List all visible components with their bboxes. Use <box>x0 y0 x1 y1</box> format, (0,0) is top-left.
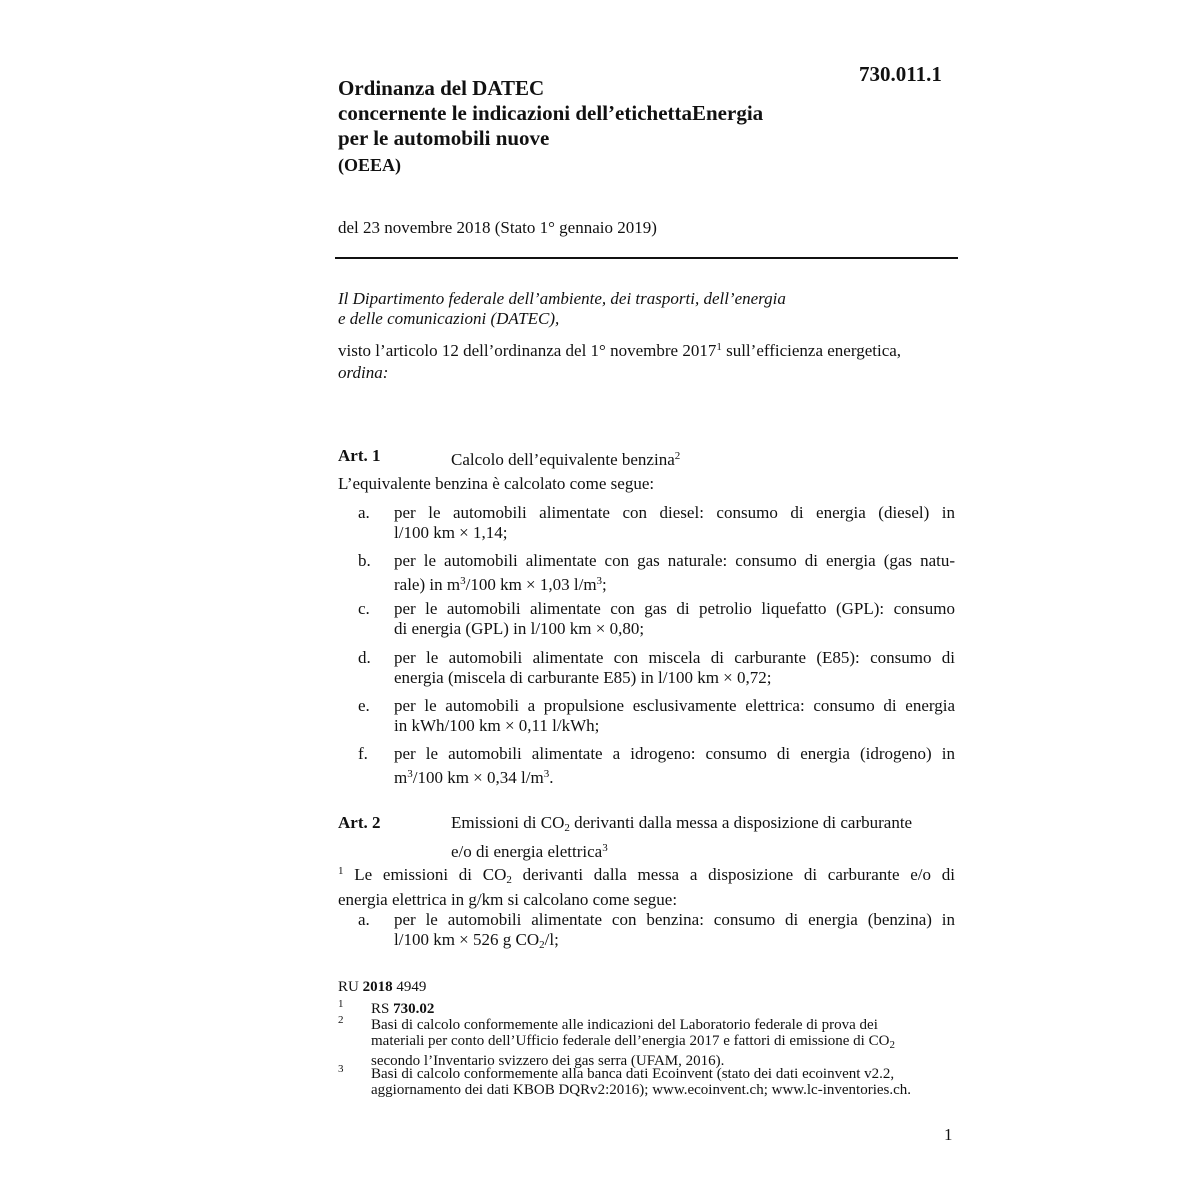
art1-item-a <box>358 503 955 543</box>
footnote-text: RS <box>371 1001 394 1017</box>
footnote-2-number: 2 <box>338 1014 344 1026</box>
item-text: /100 km × 1,03 l/m <box>465 575 597 594</box>
art1-heading-text: Calcolo dell’equivalente benzina <box>451 450 675 469</box>
superscript: 3 <box>407 768 413 780</box>
paragraph-line <box>338 861 955 890</box>
subscript: 2 <box>539 939 545 951</box>
art1-item-f <box>358 744 955 787</box>
item-text-line: per le automobili alimentate con miscela di carburante (E85): consumo di <box>394 648 955 667</box>
footnote-text: materiali per conto dell’Ufficio federale dell’energia 2017 e fattori di emissione di CO <box>371 1033 890 1049</box>
footnote-line <box>371 1033 961 1053</box>
paragraph-text: Le emissioni di CO <box>343 865 507 884</box>
item-text-line: per le automobili alimentate con diesel: consumo di energia (diesel) in <box>394 503 955 522</box>
item-text-line: in kWh/100 km × 0,11 l/kWh; <box>394 716 600 735</box>
art2-heading-line-2 <box>451 838 912 862</box>
paragraph-text: derivanti dalla messa a disposizione di carburante e/o di <box>511 865 955 884</box>
art2-heading-line-1 <box>451 813 912 838</box>
art1-item-b <box>358 551 955 594</box>
title-line-3: per le automobili nuove <box>338 126 550 150</box>
item-text: ; <box>602 575 607 594</box>
subscript: 2 <box>889 1039 895 1051</box>
item-text: /l; <box>544 930 559 949</box>
footnote-line: aggiornamento dei dati KBOB DQRv2:2016); www.ecoinvent.ch; www.lc-inventories.ch. <box>371 1082 912 1098</box>
item-text-line: per le automobili alimentate con benzina: consumo di energia (benzina) in <box>394 910 955 929</box>
item-text: . <box>549 768 554 787</box>
item-text-line <box>394 571 955 595</box>
document-date: del 23 novembre 2018 (Stato 1° gennaio 2019) <box>338 218 657 237</box>
footnote-1 <box>371 1001 961 1017</box>
item-label: e. <box>358 696 370 715</box>
subscript: 2 <box>564 822 570 834</box>
ru-reference <box>338 979 426 995</box>
ru-prefix: RU <box>338 979 363 995</box>
document-title <box>338 76 763 151</box>
art2-paragraph-1 <box>338 861 955 910</box>
art1-heading <box>451 446 680 470</box>
item-text-line <box>394 930 955 955</box>
art1-number: Art. 1 <box>338 446 381 465</box>
item-label: a. <box>358 503 370 522</box>
footnote-ref-2[interactable]: 2 <box>674 450 681 462</box>
preamble-dept-line-1: Il Dipartimento federale dell’ambiente, dei trasporti, dell’energia <box>338 289 786 308</box>
superscript: 3 <box>596 575 603 587</box>
footnote-2 <box>371 1017 961 1069</box>
subscript: 2 <box>506 874 512 886</box>
item-text-line: per le automobili a propulsione esclusivamente elettrica: consumo di energia <box>394 696 955 715</box>
document-abbreviation: (OEEA) <box>338 155 401 175</box>
art2-heading <box>451 813 912 862</box>
item-text: /100 km × 0,34 l/m <box>412 768 544 787</box>
item-label: d. <box>358 648 371 667</box>
item-text: m <box>394 768 408 787</box>
item-label: a. <box>358 910 370 929</box>
art2-number: Art. 2 <box>338 813 381 832</box>
preamble-dept-line-2: e delle comunicazioni (DATEC), <box>338 309 560 328</box>
title-line-1: Ordinanza del DATEC <box>338 76 545 100</box>
footnote-3 <box>371 1066 961 1098</box>
ru-page: 4949 <box>392 979 427 995</box>
heading-text: e/o di energia elettrica <box>451 842 603 861</box>
heading-text: derivanti dalla messa a disposizione di carburante <box>569 813 913 832</box>
paragraph-number: 1 <box>338 865 344 877</box>
header-divider <box>335 257 958 259</box>
item-text-line: di energia (GPL) in l/100 km × 0,80; <box>394 619 645 638</box>
footnote-line: Basi di calcolo conformemente alle indicazioni del Laboratorio federale di prova dei <box>371 1017 878 1033</box>
item-label: b. <box>358 551 371 570</box>
art1-intro: L’equivalente benzina è calcolato come segue: <box>338 474 655 493</box>
preamble-ordina: ordina: <box>338 363 389 382</box>
item-text-line: energia (miscela di carburante E85) in l/100 km × 0,72; <box>394 668 772 687</box>
paragraph-line: energia elettrica in g/km si calcolano come segue: <box>338 890 678 909</box>
item-text-line: per le automobili alimentate a idrogeno: consumo di energia (idrogeno) in <box>394 744 955 763</box>
footnote-rs-number[interactable]: 730.02 <box>393 1001 435 1017</box>
item-text-line: l/100 km × 1,14; <box>394 523 508 542</box>
superscript: 3 <box>543 768 550 780</box>
footnote-ref-3[interactable]: 3 <box>602 842 608 854</box>
art1-item-c <box>358 599 955 639</box>
item-text: l/100 km × 526 g CO <box>394 930 540 949</box>
art2-item-a <box>358 910 955 950</box>
footnote-1-number: 1 <box>338 998 344 1010</box>
item-text-line <box>394 764 955 788</box>
item-label: f. <box>358 744 368 763</box>
art1-item-d <box>358 648 955 688</box>
page-number: 1 <box>944 1125 953 1144</box>
superscript: 3 <box>460 575 466 587</box>
footnote-ref-1[interactable]: 1 <box>716 341 722 353</box>
sr-number: 730.011.1 <box>859 62 942 86</box>
art1-item-e <box>358 696 955 736</box>
footnote-3-number: 3 <box>338 1063 344 1075</box>
visto-text: visto l’articolo 12 dell’ordinanza del 1° novembre 2017 <box>338 341 717 360</box>
preamble-visto <box>338 337 901 361</box>
item-text: rale) in m <box>394 575 461 594</box>
item-text-line: per le automobili alimentate con gas di petrolio liquefatto (GPL): consumo <box>394 599 955 618</box>
item-text-line: per le automobili alimentate con gas naturale: consumo di energia (gas natu- <box>394 551 955 570</box>
footnote-line: Basi di calcolo conformemente alla banca dati Ecoinvent (stato dei dati ecoinvent v2.2, <box>371 1066 895 1082</box>
heading-text: Emissioni di CO <box>451 813 565 832</box>
visto-text-end: sull’efficienza energetica, <box>721 341 902 360</box>
footnote-line: secondo l’Inventario svizzero dei gas serra (UFAM, 2016). <box>371 1053 725 1069</box>
item-label: c. <box>358 599 370 618</box>
ru-year: 2018 <box>362 979 393 995</box>
title-line-2: concernente le indicazioni dell’etichettaEnergia <box>338 101 764 125</box>
